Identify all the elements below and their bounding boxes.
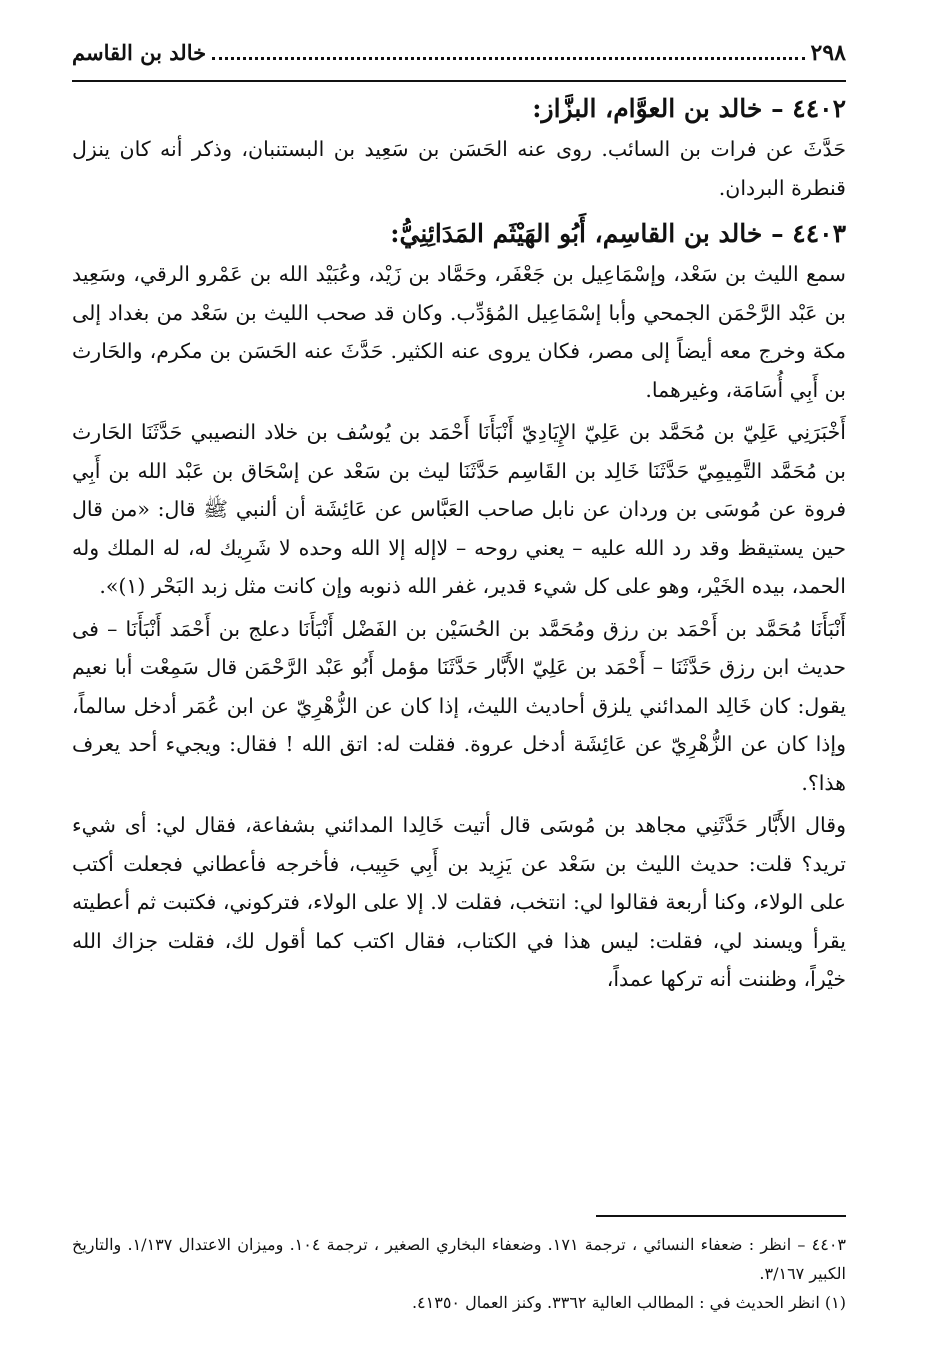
entry-paragraph: أَخْبَرَنِي عَلِيّ بن مُحَمَّد بن عَلِيّ الإِيَادِيّ أَنْبَأَنَا أَحْمَد بن يُوسُف بن خلاد النصيبي حَدَّثَنَا الحَارث بن مُحَمَّد التَّمِيمِيّ حَدَّثَنَا خَالِد بن القَاسِم حَدَّثَنَا ليث بن سَعْد عن إسْحَاق بن عَبْد الله بن أَبِي فروة عن مُوسَى بن وردان عن نابل صاحب العَبَّاس عن عَائِشَة أن ألنبي ﷺ قال: «من قال حين يستيقظ وقد رد الله عليه – يعني روحه – لاإله إلا الله وحده لا شَرِيك له، له الملك وله الحمد، بيده الخَيْر، وهو على كل شيء قدير، غفر الله ذنوبه وإن كانت مثل زبد البَحْر (١)».: [72, 420, 846, 598]
entry-title: ٤٤٠٢ – خالد بن العوَّام، البزَّاز:: [532, 94, 846, 123]
book-page: [72, 40, 846, 1340]
footnote: ٤٤٠٣ – انظر : ضعفاء النسائي ، ترجمة ١٧١. وضعفاء البخاري الصغير ، ترجمة ١٠٤. وميزان الاعتدال ١/١٣٧. والتاريخ الكبير ٣/١٦٧.: [72, 1235, 846, 1283]
entry-paragraph: سمع الليث بن سَعْد، وإسْمَاعِيل بن جَعْفَر، وحَمَّاد بن زَيْد، وعُبَيْد الله بن عَمْرو الرقي، وسَعِيد بن عَبْد الرَّحْمَن الجمحي وأبا إسْمَاعِيل المُؤدِّب. وكان قد صحب الليث بن سَعْد من بغداد إلى مكة وخرج معه أيضاً إلى مصر، فكان يروى عنه الكثير. حَدَّثَ عنه الحَسَن بن مكرم، والحَارث بن أَبِي أُسَامَة، وغيرهما.: [72, 262, 846, 402]
footnote: (١) انظر الحديث في : المطالب العالية ٣٣٦٢. وكنز العمال ٤١٣٥٠.: [411, 1293, 846, 1312]
footnotes: [72, 1230, 846, 1317]
leader-dots: [212, 43, 804, 60]
entry-paragraph: أَنْبَأَنَا مُحَمَّد بن أَحْمَد بن رزق ومُحَمَّد بن الحُسَيْن بن الفَضْل أَنْبَأَنَا دعلج بن أَحْمَد أَنْبَأَنَا – فى حديث ابن رزق حَدَّثَنَا – أَحْمَد بن عَلِيّ الأَبَّار حَدَّثَنَا مؤمل أَبُو عَبْد الرَّحْمَن قال سَمِعْت أبا نعيم يقول: كان خَالِد المدائني يلزق أحاديث الليث، إذا كان عن الزُّهْرِيّ عن ابن عُمَر أدخل سالماً، وإذا كان عن الزُّهْرِيّ عن عَائِشَة أدخل عروة. فقلت له: اتق الله ! فقال: ويجيء أحد يعرف هذا؟.: [72, 616, 846, 795]
page-number: ٢٩٨: [810, 40, 846, 66]
entry-paragraph: حَدَّثَ عن فرات بن السائب. روى عنه الحَسَن بن سَعِيد بن البستنبان، وذكر أنه كان ينزل قنطرة البردان.: [72, 137, 846, 200]
running-header: [72, 40, 846, 82]
entry-title: ٤٤٠٣ – خالد بن القاسِم، أَبُو الهَيْثَم المَدَائِنِيُّ:: [390, 219, 846, 248]
footnote-separator: [596, 1215, 846, 1217]
entry-paragraph: وقال الأَبَّار حَدَّثَنِي مجاهد بن مُوسَى قال أتيت خَالِدا المدائني بشفاعة، فقال لي: أى شيء تريد؟ قلت: حديث الليث بن سَعْد عن يَزِيد بن أَبِي حَبِيب، فأخرجه فأعطاني فجعلت أكتب على الولاء، وكنا أربعة فقالوا لي: انتخب، فقلت لا. إلا على الولاء، فتركوني، فكتبت ثم أعطيته يقرأ ويسند لي، فقلت: ليس هذا في الكتاب، فقال اكتب كما أقول لك، فقلت جزاك الله خيْراً، وظننت أنه تركها عمداً،: [72, 813, 846, 991]
running-title: خالد بن القاسم: [72, 40, 207, 65]
